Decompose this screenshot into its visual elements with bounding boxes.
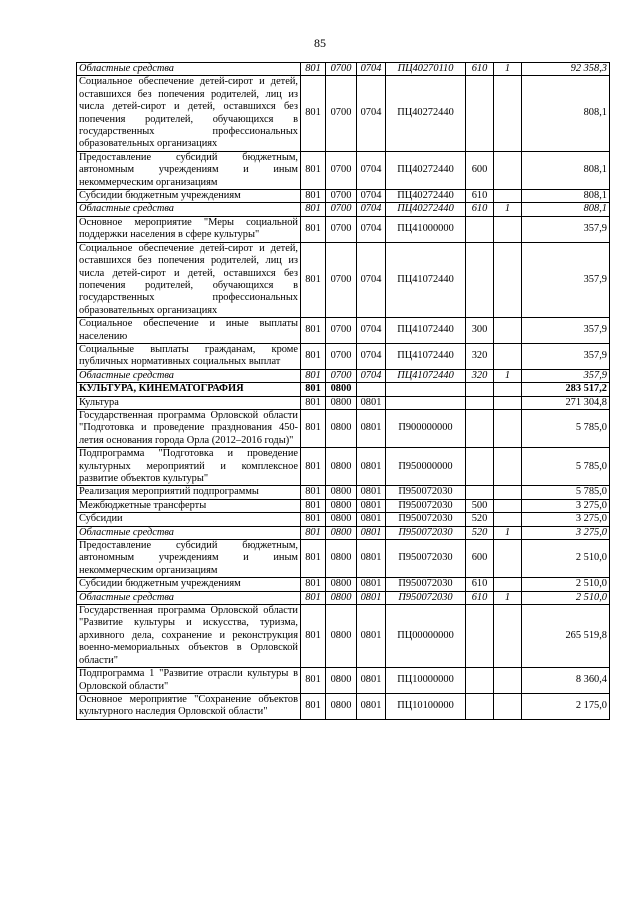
cell-subsection: 0704	[357, 63, 386, 76]
cell-funding-source: 1	[494, 63, 522, 76]
cell-department: 801	[301, 409, 326, 447]
cell-expense-type: 610	[466, 203, 494, 216]
table-row	[77, 486, 610, 499]
cell-target-item: П900000000	[386, 409, 466, 447]
cell-section: 0800	[326, 409, 357, 447]
cell-name: КУЛЬТУРА, КИНЕМАТОГРАФИЯ	[77, 383, 301, 396]
cell-target-item: П950072030	[386, 513, 466, 526]
cell-amount: 283 517,2	[522, 383, 610, 396]
cell-target-item: П950072030	[386, 578, 466, 591]
cell-target-item	[386, 396, 466, 409]
cell-section: 0800	[326, 499, 357, 512]
table-row	[77, 693, 610, 719]
table-row	[77, 216, 610, 242]
cell-expense-type	[466, 486, 494, 499]
cell-expense-type	[466, 605, 494, 668]
cell-section: 0800	[326, 591, 357, 604]
cell-subsection: 0801	[357, 605, 386, 668]
cell-subsection: 0801	[357, 540, 386, 578]
cell-section: 0800	[326, 526, 357, 539]
cell-expense-type: 600	[466, 151, 494, 189]
cell-subsection: 0704	[357, 369, 386, 382]
cell-name: Областные средства	[77, 526, 301, 539]
cell-amount: 808,1	[522, 151, 610, 189]
cell-subsection: 0801	[357, 448, 386, 486]
cell-department: 801	[301, 383, 326, 396]
cell-amount: 2 175,0	[522, 693, 610, 719]
table-row	[77, 318, 610, 344]
cell-amount: 357,9	[522, 343, 610, 369]
cell-department: 801	[301, 369, 326, 382]
cell-name: Областные средства	[77, 203, 301, 216]
table-row	[77, 369, 610, 382]
cell-section: 0700	[326, 76, 357, 151]
table-row	[77, 409, 610, 447]
cell-expense-type: 300	[466, 318, 494, 344]
cell-subsection: 0704	[357, 242, 386, 317]
cell-name: Реализация мероприятий подпрограммы	[77, 486, 301, 499]
cell-subsection: 0704	[357, 151, 386, 189]
cell-target-item: ПЦ00000000	[386, 605, 466, 668]
cell-name: Подпрограмма "Подготовка и проведение культурных мероприятий и комплексное развитие объектов культуры"	[77, 448, 301, 486]
cell-expense-type	[466, 668, 494, 694]
cell-target-item: ПЦ40272440	[386, 203, 466, 216]
cell-amount: 92 358,3	[522, 63, 610, 76]
cell-expense-type: 320	[466, 343, 494, 369]
cell-expense-type: 610	[466, 63, 494, 76]
cell-department: 801	[301, 486, 326, 499]
cell-name: Субсидии бюджетным учреждениям	[77, 190, 301, 203]
cell-amount: 5 785,0	[522, 486, 610, 499]
cell-subsection: 0704	[357, 76, 386, 151]
cell-target-item: ПЦ40272440	[386, 76, 466, 151]
cell-subsection: 0704	[357, 343, 386, 369]
cell-funding-source	[494, 513, 522, 526]
cell-amount: 357,9	[522, 318, 610, 344]
cell-name: Областные средства	[77, 591, 301, 604]
cell-name: Государственная программа Орловской области "Развитие культуры и искусства, туризма, архивного дела, сохранение и реконструкция военно-мемориальных объектов в Орловской области"	[77, 605, 301, 668]
budget-table	[76, 62, 610, 720]
cell-funding-source	[494, 668, 522, 694]
cell-section: 0700	[326, 343, 357, 369]
cell-funding-source	[494, 76, 522, 151]
cell-target-item: ПЦ40270110	[386, 63, 466, 76]
cell-target-item: ПЦ41000000	[386, 216, 466, 242]
table-row	[77, 605, 610, 668]
cell-amount: 2 510,0	[522, 540, 610, 578]
cell-name: Предоставление субсидий бюджетным, автономным учреждениям и иным некоммерческим организациям	[77, 151, 301, 189]
cell-name: Основное мероприятие "Меры социальной поддержки населения в сфере культуры"	[77, 216, 301, 242]
cell-department: 801	[301, 668, 326, 694]
table-row	[77, 76, 610, 151]
cell-department: 801	[301, 605, 326, 668]
cell-department: 801	[301, 396, 326, 409]
cell-amount: 5 785,0	[522, 448, 610, 486]
cell-target-item: ПЦ41072440	[386, 343, 466, 369]
table-row	[77, 526, 610, 539]
cell-funding-source	[494, 242, 522, 317]
table-row	[77, 190, 610, 203]
table-row	[77, 513, 610, 526]
cell-section: 0800	[326, 396, 357, 409]
cell-section: 0700	[326, 369, 357, 382]
cell-subsection: 0801	[357, 693, 386, 719]
cell-subsection: 0801	[357, 513, 386, 526]
cell-subsection: 0801	[357, 486, 386, 499]
cell-department: 801	[301, 526, 326, 539]
cell-funding-source	[494, 396, 522, 409]
cell-funding-source	[494, 448, 522, 486]
table-body	[77, 63, 610, 720]
cell-expense-type: 520	[466, 526, 494, 539]
page-number: 85	[314, 36, 326, 50]
cell-name: Культура	[77, 396, 301, 409]
cell-department: 801	[301, 540, 326, 578]
table-row	[77, 343, 610, 369]
cell-expense-type	[466, 216, 494, 242]
cell-subsection: 0801	[357, 578, 386, 591]
cell-amount: 357,9	[522, 242, 610, 317]
cell-expense-type: 600	[466, 540, 494, 578]
cell-department: 801	[301, 499, 326, 512]
table-row	[77, 591, 610, 604]
cell-name: Государственная программа Орловской области "Подготовка и проведение празднования 450-летия основания города Орла (2012–2016 годы)"	[77, 409, 301, 447]
cell-department: 801	[301, 151, 326, 189]
cell-amount: 2 510,0	[522, 578, 610, 591]
cell-amount: 271 304,8	[522, 396, 610, 409]
cell-name: Подпрограмма 1 "Развитие отрасли культуры в Орловской области"	[77, 668, 301, 694]
table-row	[77, 396, 610, 409]
cell-funding-source: 1	[494, 369, 522, 382]
cell-expense-type: 320	[466, 369, 494, 382]
cell-subsection: 0801	[357, 526, 386, 539]
table-row	[77, 242, 610, 317]
cell-amount: 8 360,4	[522, 668, 610, 694]
cell-section: 0700	[326, 151, 357, 189]
cell-target-item: ПЦ40272440	[386, 190, 466, 203]
cell-name: Областные средства	[77, 63, 301, 76]
cell-amount: 5 785,0	[522, 409, 610, 447]
cell-target-item: ПЦ41072440	[386, 242, 466, 317]
cell-expense-type: 610	[466, 591, 494, 604]
cell-funding-source: 1	[494, 526, 522, 539]
cell-section: 0700	[326, 190, 357, 203]
cell-department: 801	[301, 203, 326, 216]
cell-target-item: ПЦ10000000	[386, 668, 466, 694]
cell-expense-type: 610	[466, 578, 494, 591]
cell-section: 0800	[326, 513, 357, 526]
table-row	[77, 540, 610, 578]
cell-subsection: 0801	[357, 668, 386, 694]
cell-name: Субсидии бюджетным учреждениям	[77, 578, 301, 591]
cell-subsection: 0801	[357, 396, 386, 409]
table-row	[77, 448, 610, 486]
cell-expense-type: 500	[466, 499, 494, 512]
cell-section: 0800	[326, 448, 357, 486]
cell-amount: 357,9	[522, 369, 610, 382]
cell-subsection: 0801	[357, 591, 386, 604]
cell-name: Субсидии	[77, 513, 301, 526]
cell-subsection: 0704	[357, 203, 386, 216]
cell-expense-type: 520	[466, 513, 494, 526]
cell-funding-source	[494, 190, 522, 203]
cell-amount: 808,1	[522, 203, 610, 216]
cell-section: 0800	[326, 540, 357, 578]
cell-target-item: П950072030	[386, 499, 466, 512]
cell-name: Предоставление субсидий бюджетным, автономным учреждениям и иным некоммерческим организациям	[77, 540, 301, 578]
cell-name: Основное мероприятие "Сохранение объектов культурного наследия Орловской области"	[77, 693, 301, 719]
cell-amount: 808,1	[522, 190, 610, 203]
cell-subsection	[357, 383, 386, 396]
cell-amount: 3 275,0	[522, 513, 610, 526]
cell-department: 801	[301, 578, 326, 591]
cell-department: 801	[301, 591, 326, 604]
cell-department: 801	[301, 693, 326, 719]
cell-amount: 2 510,0	[522, 591, 610, 604]
table-row	[77, 63, 610, 76]
cell-department: 801	[301, 242, 326, 317]
cell-target-item: П950000000	[386, 448, 466, 486]
cell-funding-source	[494, 409, 522, 447]
cell-funding-source	[494, 216, 522, 242]
cell-section: 0700	[326, 318, 357, 344]
table-row	[77, 668, 610, 694]
cell-funding-source	[494, 693, 522, 719]
cell-expense-type	[466, 76, 494, 151]
cell-section: 0700	[326, 203, 357, 216]
cell-amount: 808,1	[522, 76, 610, 151]
cell-subsection: 0704	[357, 318, 386, 344]
cell-expense-type	[466, 409, 494, 447]
table-row	[77, 203, 610, 216]
cell-target-item: ПЦ40272440	[386, 151, 466, 189]
cell-subsection: 0801	[357, 409, 386, 447]
cell-target-item: П950072030	[386, 591, 466, 604]
cell-expense-type	[466, 242, 494, 317]
cell-expense-type	[466, 396, 494, 409]
cell-funding-source	[494, 151, 522, 189]
cell-target-item: ПЦ41072440	[386, 369, 466, 382]
table-row	[77, 383, 610, 396]
cell-name: Социальные выплаты гражданам, кроме публичных нормативных социальных выплат	[77, 343, 301, 369]
cell-name: Областные средства	[77, 369, 301, 382]
cell-department: 801	[301, 216, 326, 242]
cell-section: 0800	[326, 693, 357, 719]
cell-subsection: 0801	[357, 499, 386, 512]
cell-funding-source	[494, 318, 522, 344]
table-row	[77, 499, 610, 512]
cell-section: 0700	[326, 63, 357, 76]
cell-funding-source: 1	[494, 591, 522, 604]
cell-target-item: П950072030	[386, 540, 466, 578]
cell-funding-source	[494, 540, 522, 578]
cell-amount: 357,9	[522, 216, 610, 242]
cell-department: 801	[301, 513, 326, 526]
cell-target-item: ПЦ10100000	[386, 693, 466, 719]
cell-target-item: ПЦ41072440	[386, 318, 466, 344]
cell-subsection: 0704	[357, 190, 386, 203]
cell-department: 801	[301, 448, 326, 486]
cell-amount: 3 275,0	[522, 526, 610, 539]
cell-section: 0700	[326, 242, 357, 317]
cell-expense-type	[466, 383, 494, 396]
cell-funding-source	[494, 343, 522, 369]
cell-subsection: 0704	[357, 216, 386, 242]
cell-funding-source	[494, 578, 522, 591]
cell-name: Социальное обеспечение детей-сирот и детей, оставшихся без попечения родителей, лиц из числа детей-сирот и детей, оставшихся без попечения родителей, обучающихся в государственных профессиональных образовательных организациях	[77, 242, 301, 317]
cell-expense-type: 610	[466, 190, 494, 203]
cell-amount: 3 275,0	[522, 499, 610, 512]
cell-department: 801	[301, 190, 326, 203]
table-row	[77, 578, 610, 591]
cell-expense-type	[466, 448, 494, 486]
cell-funding-source	[494, 486, 522, 499]
cell-amount: 265 519,8	[522, 605, 610, 668]
cell-funding-source	[494, 605, 522, 668]
cell-department: 801	[301, 63, 326, 76]
cell-section: 0800	[326, 668, 357, 694]
cell-name: Социальное обеспечение детей-сирот и детей, оставшихся без попечения родителей, лиц из числа детей-сирот и детей, оставшихся без попечения родителей, обучающихся в государственных профессиональных образовательных организациях	[77, 76, 301, 151]
cell-target-item	[386, 383, 466, 396]
cell-name: Межбюджетные трансферты	[77, 499, 301, 512]
cell-funding-source	[494, 499, 522, 512]
cell-department: 801	[301, 76, 326, 151]
cell-expense-type	[466, 693, 494, 719]
cell-department: 801	[301, 318, 326, 344]
cell-section: 0800	[326, 578, 357, 591]
cell-target-item: П950072030	[386, 526, 466, 539]
cell-funding-source: 1	[494, 203, 522, 216]
cell-funding-source	[494, 383, 522, 396]
cell-section: 0700	[326, 216, 357, 242]
cell-section: 0800	[326, 383, 357, 396]
table-row	[77, 151, 610, 189]
cell-section: 0800	[326, 605, 357, 668]
cell-section: 0800	[326, 486, 357, 499]
cell-department: 801	[301, 343, 326, 369]
cell-target-item: П950072030	[386, 486, 466, 499]
cell-name: Социальное обеспечение и иные выплаты населению	[77, 318, 301, 344]
